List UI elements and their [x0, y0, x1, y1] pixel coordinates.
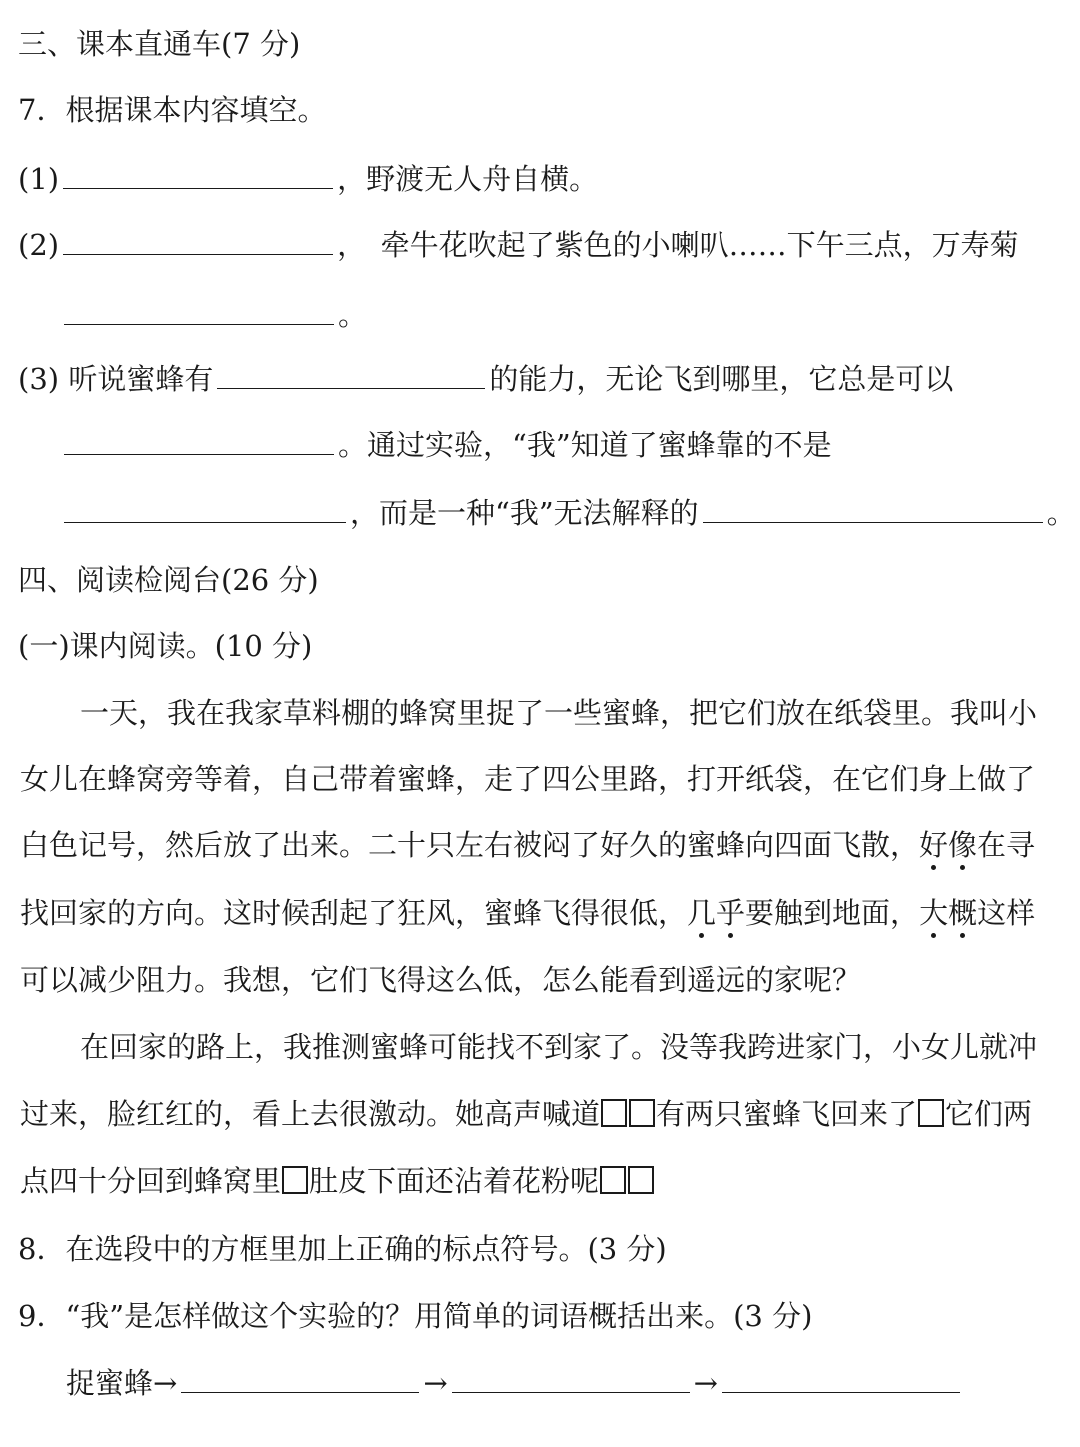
question-7-stem: 7．根据课本内容填空。: [18, 93, 327, 127]
question-7-part-3-line2: [60, 424, 1080, 465]
part-text: ， 牵牛花吹起了紫色的小喇叭……下午三点，万寿菊: [337, 228, 1019, 262]
answer-blank[interactable]: [63, 224, 333, 255]
passage-para1-line1: 一天，我在我家草料棚的蜂窝里捉了一些蜜蜂，把它们放在纸袋里。我叫小: [80, 696, 1038, 730]
part-number: (3): [18, 362, 60, 396]
punctuation-box[interactable]: [600, 1166, 626, 1194]
dotted-char: 几: [687, 896, 717, 930]
part-text: 听说蜜蜂有: [68, 362, 214, 396]
passage-para1-line5: 可以减少阻力。我想，它们飞得这么低，怎么能看到遥远的家呢？: [20, 963, 862, 997]
question-7-part-1: [18, 158, 1080, 199]
part-text: 。通过实验，“我”知道了蜜蜂靠的不是: [338, 428, 832, 462]
part-text: ，野渡无人舟自横。: [337, 162, 599, 196]
answer-blank[interactable]: [63, 158, 333, 189]
passage-text: 在寻: [977, 828, 1036, 862]
punctuation-box[interactable]: [282, 1166, 308, 1194]
passage-text: 有两只蜜蜂飞回来了: [656, 1097, 918, 1131]
dotted-char: 好: [919, 828, 949, 862]
part-end: 。: [1046, 496, 1076, 530]
passage-para2-line2: [20, 1094, 1080, 1134]
question-8: 8．在选段中的方框里加上正确的标点符号。(3 分): [18, 1232, 667, 1266]
passage-text: 过来，脸红红的，看上去很激动。她高声喊道: [20, 1097, 601, 1131]
part-text: 的能力，无论飞到哪里，它总是可以: [489, 362, 954, 396]
part-text: ，而是一种“我”无法解释的: [350, 496, 699, 530]
dotted-char: 像: [948, 828, 978, 862]
answer-blank[interactable]: [217, 358, 485, 389]
punctuation-box[interactable]: [628, 1166, 654, 1194]
punctuation-box[interactable]: [601, 1099, 627, 1127]
answer-blank[interactable]: [181, 1362, 419, 1393]
answer-blank[interactable]: [64, 492, 346, 523]
reading-1-heading: (一)课内阅读。(10 分): [18, 629, 313, 663]
question-7-part-3: [18, 358, 1080, 399]
answer-blank[interactable]: [722, 1362, 960, 1393]
passage-text: 它们两: [945, 1097, 1033, 1131]
arrow-icon: →: [423, 1366, 448, 1400]
part-end: 。: [338, 298, 368, 332]
dotted-char: 乎: [716, 896, 746, 930]
passage-para1-line3: [20, 825, 1080, 865]
punctuation-box[interactable]: [629, 1099, 655, 1127]
chain-start: 捉蜜蜂: [66, 1366, 154, 1400]
part-number: (2): [18, 228, 60, 262]
punctuation-box[interactable]: [918, 1099, 944, 1127]
section-3-title: 三、课本直通车(7 分): [18, 27, 301, 61]
passage-text: 这样: [977, 896, 1036, 930]
section-4-title: 四、阅读检阅台(26 分): [18, 563, 319, 597]
dotted-char: 概: [948, 896, 978, 930]
passage-para2-line1: 在回家的路上，我推测蜜蜂可能找不到家了。没等我跨进家门，小女儿就冲: [80, 1030, 1038, 1064]
passage-para1-line4: [20, 893, 1080, 933]
answer-blank[interactable]: [703, 492, 1043, 523]
answer-blank[interactable]: [452, 1362, 690, 1393]
question-7-part-2: [18, 224, 1080, 265]
question-7-part-2-cont: [60, 294, 1080, 335]
arrow-icon: →: [153, 1366, 178, 1400]
arrow-icon: →: [693, 1366, 718, 1400]
passage-text: 白色记号，然后放了出来。二十只左右被闷了好久的蜜蜂向四面飞散，: [20, 828, 920, 862]
question-9: 9．“我”是怎样做这个实验的？用简单的词语概括出来。(3 分): [18, 1299, 813, 1333]
passage-text: 肚皮下面还沾着花粉呢: [309, 1164, 600, 1198]
passage-para1-line2: 女儿在蜂窝旁等着，自己带着蜜蜂，走了四公里路，打开纸袋，在它们身上做了: [20, 762, 1036, 796]
passage-text: 找回家的方向。这时候刮起了狂风，蜜蜂飞得很低，: [20, 896, 688, 930]
question-7-part-3-line3: [60, 492, 1080, 533]
question-9-answer-chain: [66, 1362, 1080, 1403]
dotted-char: 大: [919, 896, 949, 930]
answer-blank[interactable]: [64, 294, 334, 325]
answer-blank[interactable]: [64, 424, 334, 455]
passage-text: 点四十分回到蜂窝里: [20, 1164, 282, 1198]
passage-para2-line3: [20, 1161, 1080, 1201]
passage-text: 要触到地面，: [745, 896, 920, 930]
part-number: (1): [18, 162, 60, 196]
